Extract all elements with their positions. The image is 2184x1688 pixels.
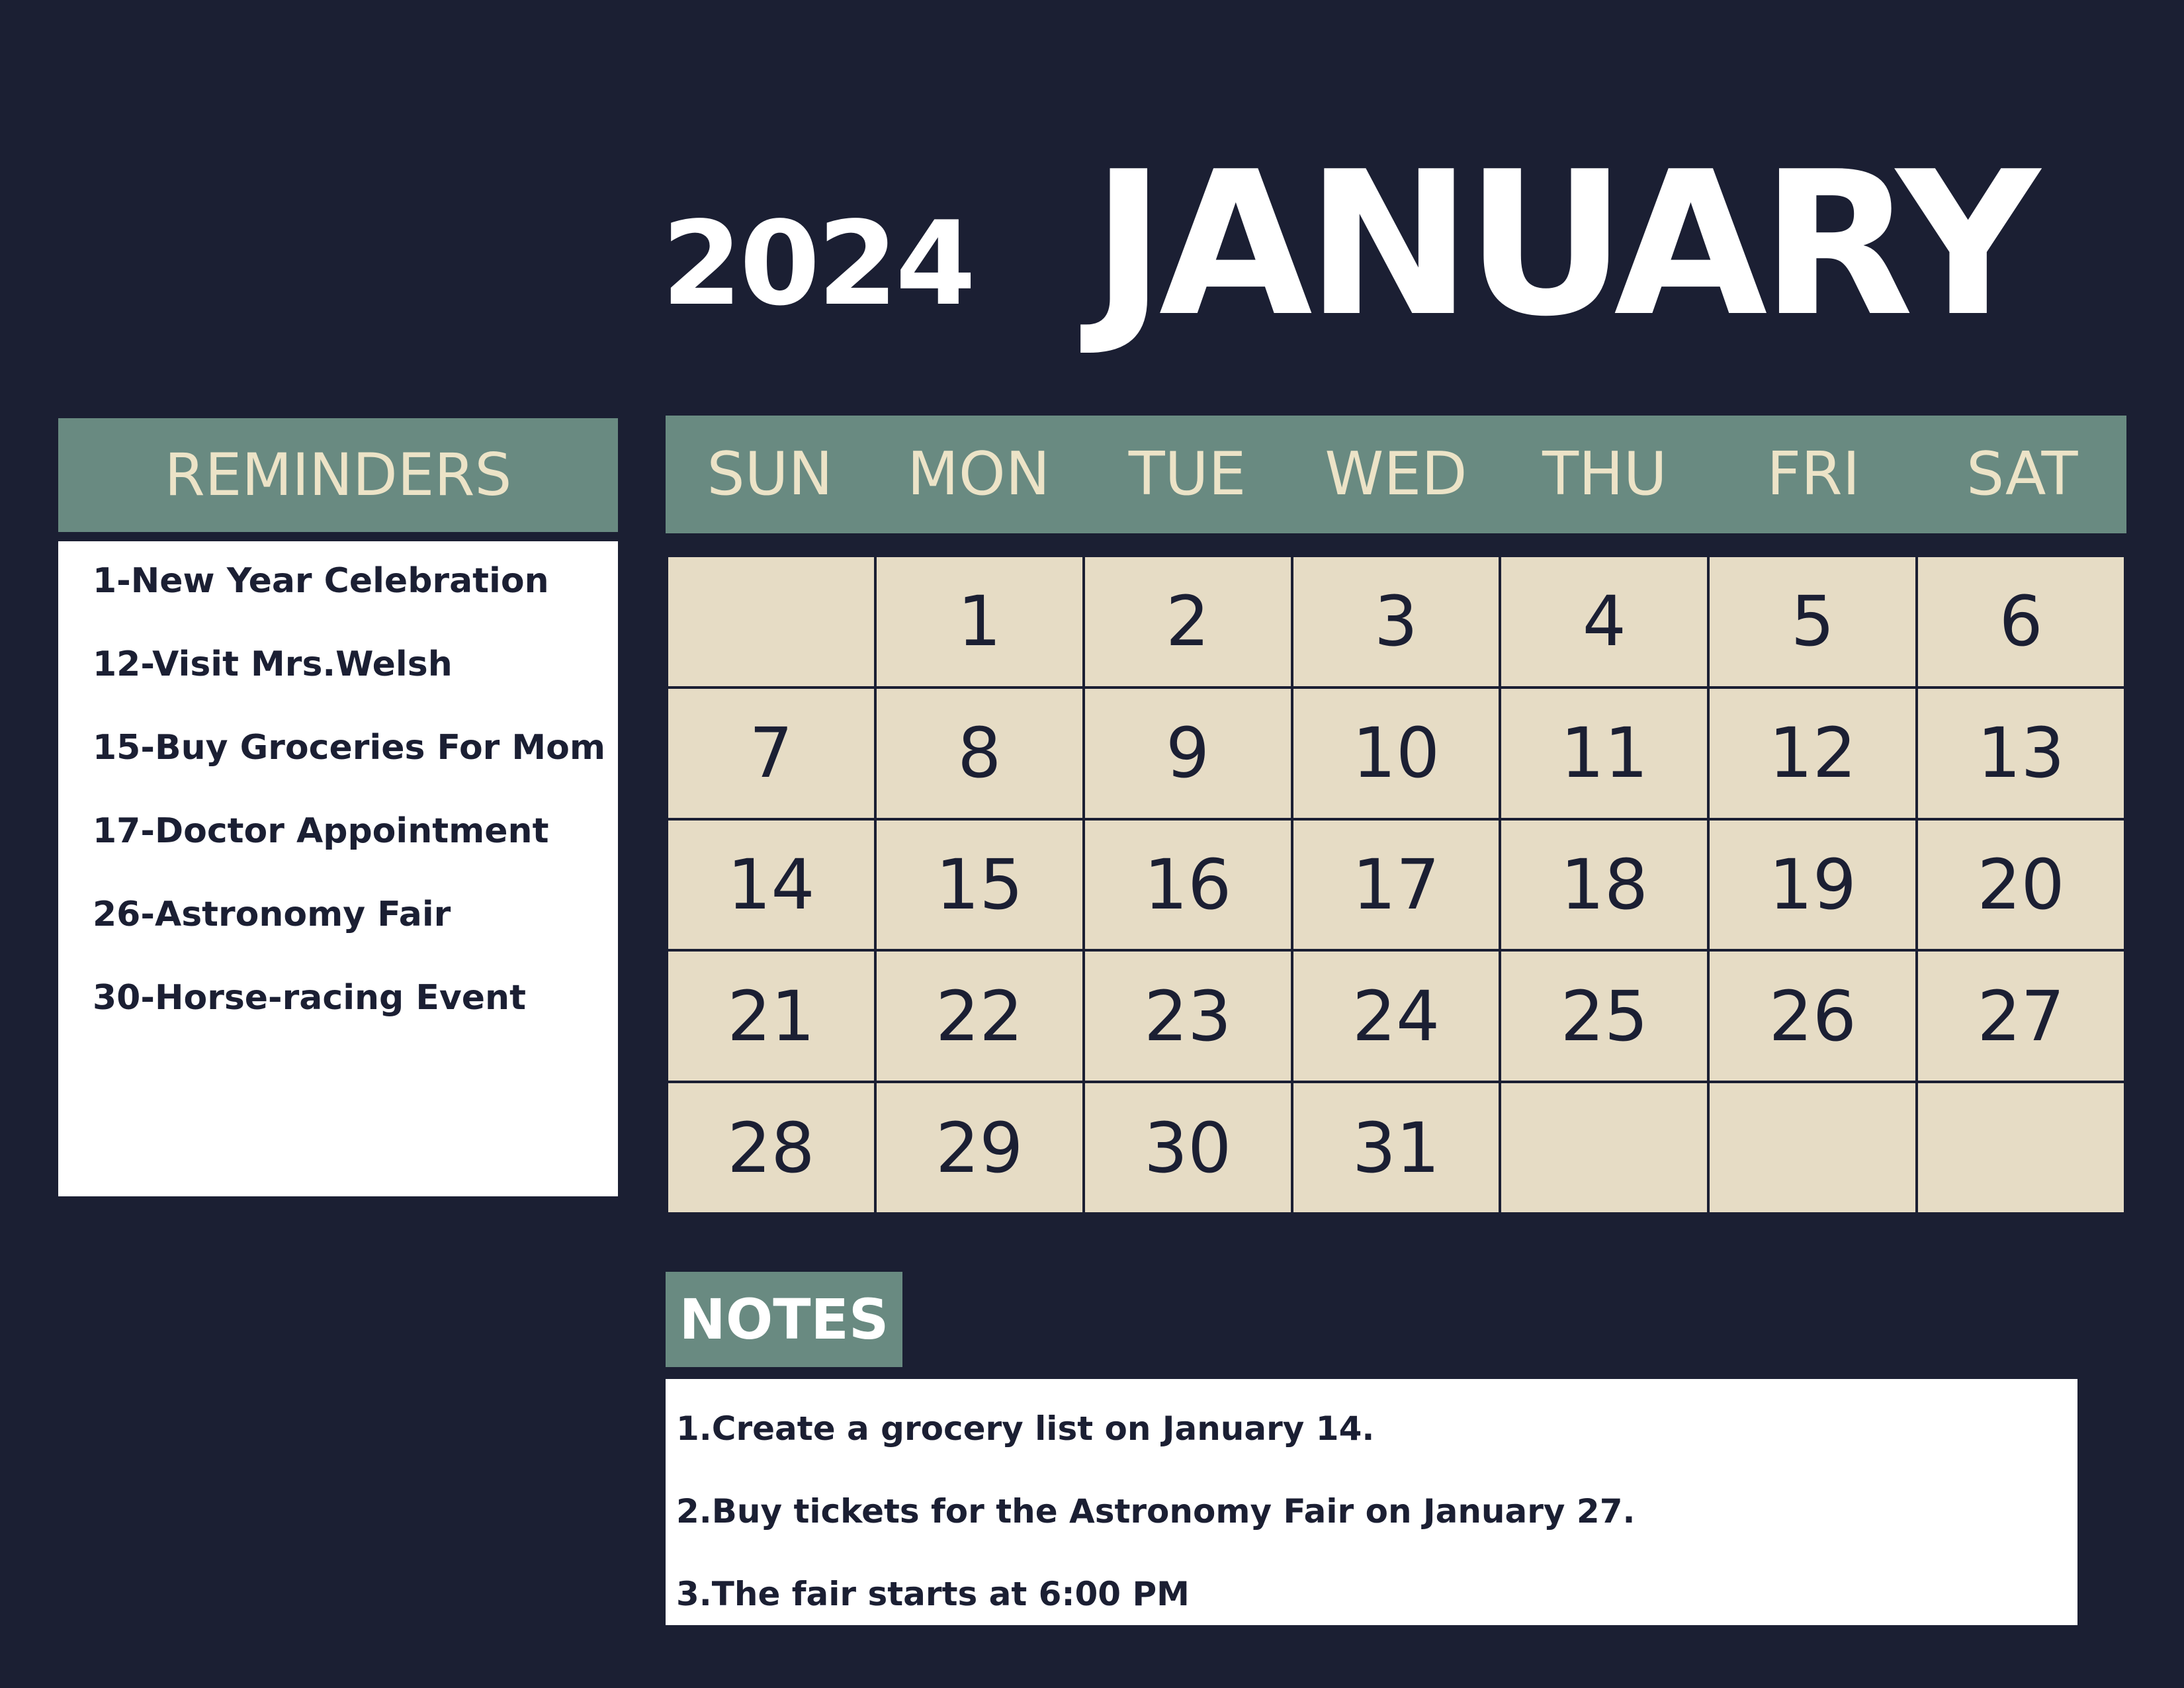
reminder-item: 15-Buy Groceries For Mom xyxy=(93,728,606,768)
day-cell: 7 xyxy=(668,689,874,818)
day-cell: 4 xyxy=(1501,557,1707,686)
day-cell: 13 xyxy=(1918,689,2124,818)
day-cell: 31 xyxy=(1293,1083,1499,1212)
calendar-grid xyxy=(668,557,2124,1212)
day-cell: 24 xyxy=(1293,952,1499,1081)
note-item: 3.The fair starts at 6:00 PM xyxy=(676,1575,1190,1613)
day-cell: 18 xyxy=(1501,821,1707,950)
day-cell: 17 xyxy=(1293,821,1499,950)
reminder-item: 30-Horse-racing Event xyxy=(93,978,526,1018)
day-cell: 26 xyxy=(1710,952,1915,1081)
weekday-thu: THU xyxy=(1542,439,1667,509)
weekday-sun: SUN xyxy=(707,439,833,509)
note-item: 2.Buy tickets for the Astronomy Fair on January 27. xyxy=(676,1492,1636,1531)
day-cell: 3 xyxy=(1293,557,1499,686)
weekday-mon: MON xyxy=(907,439,1051,509)
day-cell: 28 xyxy=(668,1083,874,1212)
notes-list xyxy=(676,1392,1636,1640)
reminder-item: 26-Astronomy Fair xyxy=(93,895,451,934)
day-cell: 27 xyxy=(1918,952,2124,1081)
calendar-year: 2024 xyxy=(662,197,974,332)
weekday-sat: SAT xyxy=(1966,439,2078,509)
day-cell: 16 xyxy=(1085,821,1291,950)
day-cell: 23 xyxy=(1085,952,1291,1081)
note-item: 1.Create a grocery list on January 14. xyxy=(676,1409,1375,1448)
day-cell: 14 xyxy=(668,821,874,950)
day-cell: 10 xyxy=(1293,689,1499,818)
day-cell: 19 xyxy=(1710,821,1915,950)
day-cell: 21 xyxy=(668,952,874,1081)
day-cell: 15 xyxy=(877,821,1082,950)
notes-panel xyxy=(666,1379,2077,1625)
day-cell: 22 xyxy=(877,952,1082,1081)
day-cell: 8 xyxy=(877,689,1082,818)
reminder-item: 1-New Year Celebration xyxy=(93,561,549,601)
reminders-list xyxy=(93,558,605,1058)
empty-day-cell xyxy=(1501,1083,1707,1212)
day-cell: 11 xyxy=(1501,689,1707,818)
day-cell: 9 xyxy=(1085,689,1291,818)
reminders-title: REMINDERS xyxy=(58,418,618,532)
reminders-panel xyxy=(58,541,618,1196)
empty-day-cell xyxy=(1710,1083,1915,1212)
day-cell: 12 xyxy=(1710,689,1915,818)
day-cell: 5 xyxy=(1710,557,1915,686)
weekday-header xyxy=(666,416,2126,533)
reminder-item: 12-Visit Mrs.Welsh xyxy=(93,644,453,684)
day-cell: 30 xyxy=(1085,1083,1291,1212)
weekday-wed: WED xyxy=(1325,439,1467,509)
day-cell: 6 xyxy=(1918,557,2124,686)
day-cell: 2 xyxy=(1085,557,1291,686)
weekday-fri: FRI xyxy=(1767,439,1860,509)
day-cell: 25 xyxy=(1501,952,1707,1081)
empty-day-cell xyxy=(1918,1083,2124,1212)
empty-day-cell xyxy=(668,557,874,686)
calendar-month: JANUARY xyxy=(1092,129,2034,360)
weekday-tue: TUE xyxy=(1128,439,1246,509)
day-cell: 29 xyxy=(877,1083,1082,1212)
reminder-item: 17-Doctor Appointment xyxy=(93,811,549,851)
notes-title: NOTES xyxy=(666,1272,902,1367)
day-cell: 1 xyxy=(877,557,1082,686)
day-cell: 20 xyxy=(1918,821,2124,950)
